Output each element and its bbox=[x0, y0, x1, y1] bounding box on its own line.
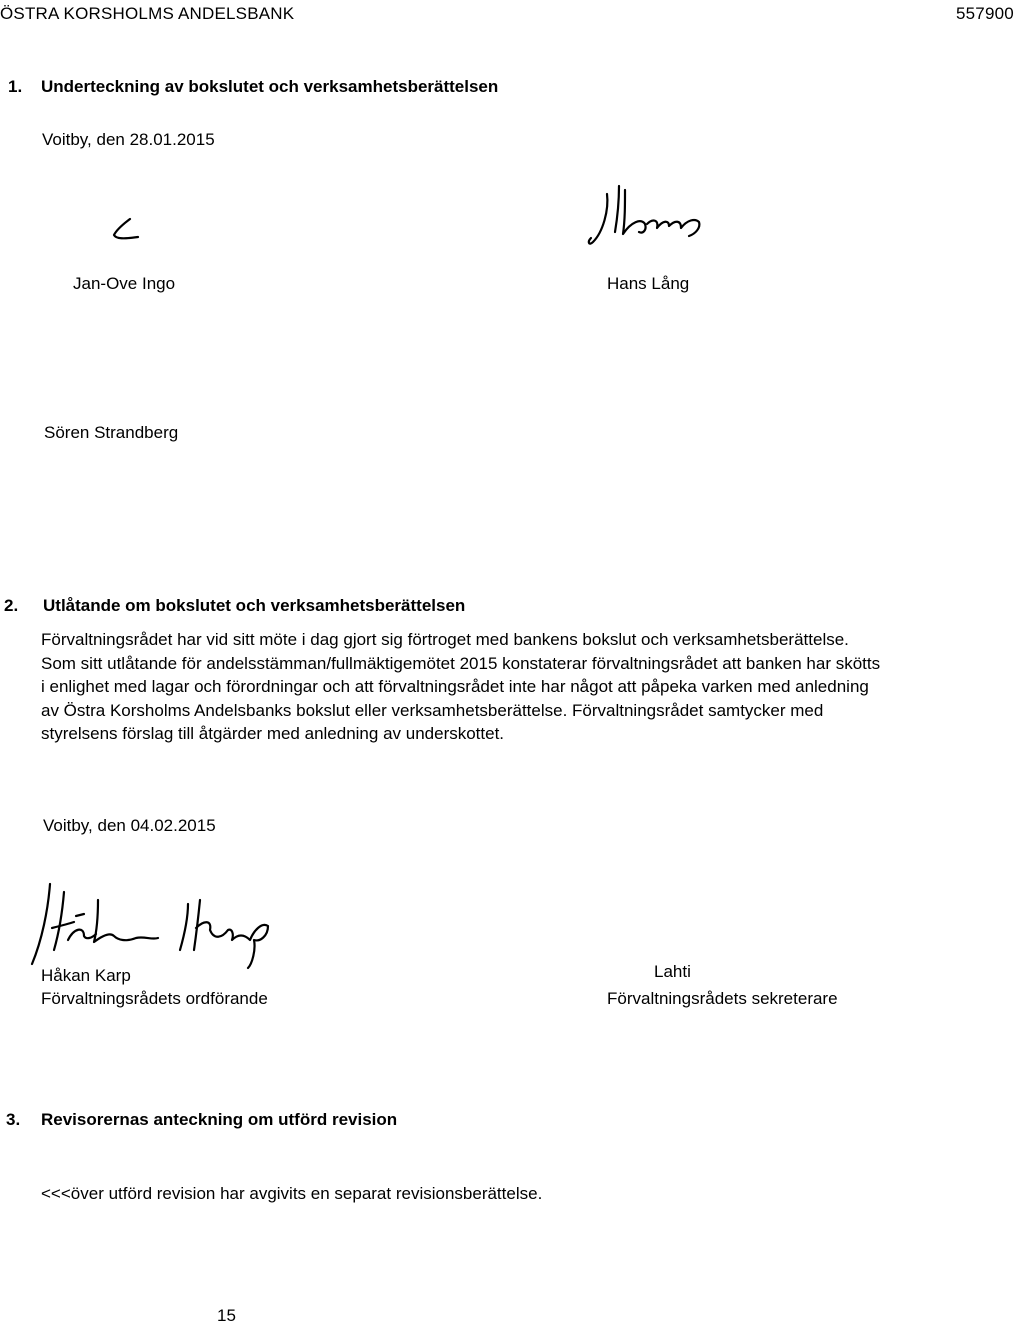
section2-title: Utlåtande om bokslutet och verksamhetsberättelsen bbox=[43, 596, 466, 615]
paragraph-line: styrelsens förslag till åtgärder med anledning av underskottet. bbox=[41, 724, 505, 743]
section3-text: <<<över utförd revision har avgivits en separat revisionsberättelse. bbox=[41, 1184, 543, 1203]
signer-lahti: Lahti bbox=[654, 962, 691, 981]
section2-place-date: Voitby, den 04.02.2015 bbox=[43, 816, 216, 835]
signature-jan-ove-ingo bbox=[110, 215, 150, 245]
signer-hakan-karp-role: Förvaltningsrådets ordförande bbox=[41, 989, 268, 1008]
paragraph-line: av Östra Korsholms Andelsbanks bokslut eller verksamhetsberättelse. Förvaltningsrådet samtycker med bbox=[41, 700, 824, 720]
section1-title: Underteckning av bokslutet och verksamhetsberättelsen bbox=[41, 77, 499, 96]
signer-hakan-karp: Håkan Karp bbox=[41, 966, 131, 985]
signature-hans-lang bbox=[585, 180, 725, 260]
signer-jan-ove-ingo: Jan-Ove Ingo bbox=[73, 274, 176, 293]
section1-place-date: Voitby, den 28.01.2015 bbox=[42, 130, 215, 149]
signer-soren-strandberg: Sören Strandberg bbox=[44, 423, 179, 442]
section3-number: 3. bbox=[6, 1110, 21, 1129]
section2-paragraph bbox=[41, 628, 1001, 746]
signature-hakan-karp bbox=[28, 880, 328, 970]
section2-number: 2. bbox=[4, 596, 19, 615]
section3-title: Revisorernas anteckning om utförd revision bbox=[41, 1110, 398, 1129]
page-number: 15 bbox=[217, 1306, 236, 1325]
paragraph-line: Förvaltningsrådet har vid sitt möte i dag gjort sig förtroget med bankens bokslut och verksamhetsberättelse. bbox=[41, 630, 849, 649]
section1-number: 1. bbox=[8, 77, 23, 96]
bank-name: ÖSTRA KORSHOLMS ANDELSBANK bbox=[0, 4, 295, 23]
signer-hans-lang: Hans Lång bbox=[607, 274, 690, 293]
signer-lahti-role: Förvaltningsrådets sekreterare bbox=[607, 989, 838, 1008]
paragraph-line: Som sitt utlåtande för andelsstämman/fullmäktigemötet 2015 konstaterar förvaltningsrådet att banken har skötts bbox=[41, 653, 881, 673]
paragraph-line: i enlighet med lagar och förordningar och att förvaltningsrådet inte har något att påpeka varken med anledning bbox=[41, 677, 869, 696]
document-number: 557900 bbox=[956, 4, 1014, 23]
